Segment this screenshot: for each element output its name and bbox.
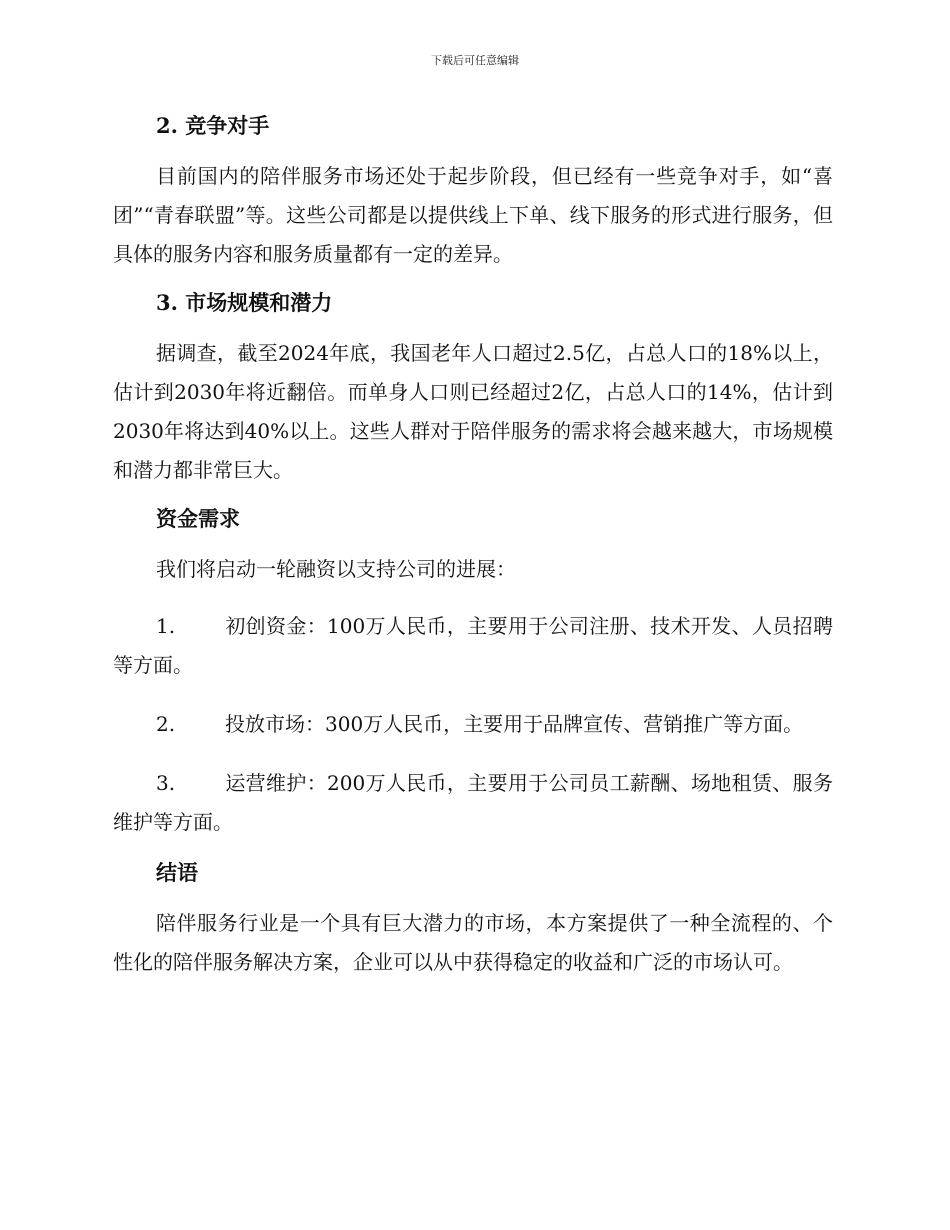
list-item-text: 投放市场：300万人民币，主要用于品牌宣传、营销推广等方面。: [225, 712, 804, 736]
section-heading-conclusion: 结语: [156, 860, 198, 885]
section-heading-competitors: 2. 竞争对手: [156, 113, 270, 138]
list-item-text: 运营维护：200万人民币，主要用于公司员工薪酬、场地租赁、服务维护等方面。: [113, 771, 833, 834]
list-item: [113, 607, 833, 685]
section-heading-market: 3. 市场规模和潜力: [156, 290, 333, 315]
paragraph-competitors: 目前国内的陪伴服务市场还处于起步阶段，但已经有一些竞争对手，如“喜团”“青春联盟”等。这些公司都是以提供线上下单、线下服务的形式进行服务，但具体的服务内容和服务质量都有一定的差异。: [113, 164, 833, 266]
list-item: [113, 764, 833, 842]
paragraph-market: 据调查，截至2024年底，我国老年人口超过2.5亿，占总人口的18%以上，估计到2030年将近翻倍。而单身人口则已经超过2亿，占总人口的14%，估计到2030年将达到40%以上。这些人群对于陪伴服务的需求将会越来越大，市场规模和潜力都非常巨大。: [113, 341, 833, 482]
document-body: [113, 107, 833, 992]
list-item-number: 2.: [156, 712, 176, 736]
list-item-text: 初创资金：100万人民币，主要用于公司注册、技术开发、人员招聘等方面。: [113, 614, 833, 677]
list-item: [113, 705, 833, 744]
paragraph-conclusion: 陪伴服务行业是一个具有巨大潜力的市场，本方案提供了一种全流程的、个性化的陪伴服务解决方案，企业可以从中获得稳定的收益和广泛的市场认可。: [113, 911, 833, 974]
list-item-number: 3.: [156, 771, 176, 795]
page-header: 下载后可任意编辑: [431, 54, 519, 67]
paragraph-funding-intro: 我们将启动一轮融资以支持公司的进展：: [156, 557, 516, 581]
section-heading-funding: 资金需求: [156, 506, 240, 531]
list-item-number: 1.: [156, 614, 176, 638]
